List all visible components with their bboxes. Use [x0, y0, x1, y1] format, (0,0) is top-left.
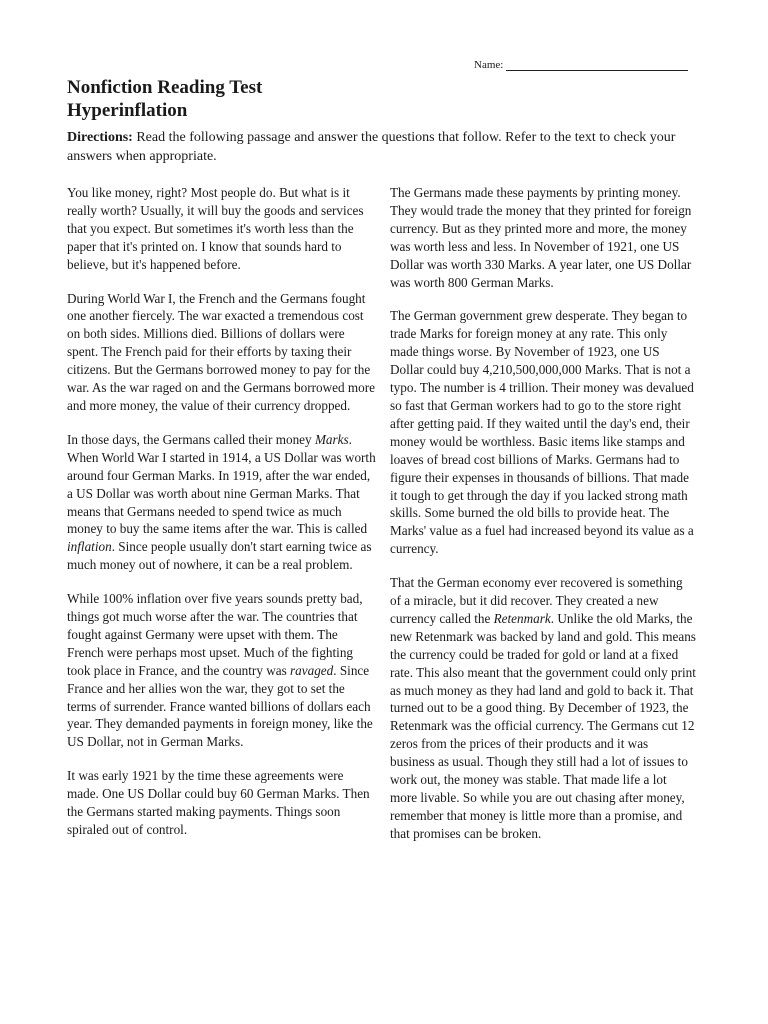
paragraph-3-text-b: . When World War I started in 1914, a US Dollar was worth around four German Marks. In 1919, after the war ended, a US Dollar was worth about nine German Marks. That means that Germans needed to spend twice as much money to buy the same items after the war. This is called [67, 431, 376, 537]
page-title [67, 76, 262, 122]
term-inflation: inflation [67, 539, 112, 555]
paragraph-1: You like money, right? Most people do. But what is it really worth? Usually, it will buy the goods and services that you expect. But sometimes it's worth less than the paper that it's printed on. I know that sounds hard to believe, but it's happened before. [67, 185, 364, 272]
term-ravaged: ravaged [290, 662, 334, 678]
paragraph-4-text-b: . Since France and her allies won the war, they got to set the terms of surrender. France wanted billions of dollars each year. They demanded payments in foreign money, like the US Dollar, not in German Marks. [67, 662, 373, 750]
paragraph-4-text-a: While 100% inflation over five years sounds pretty bad, things got much worse after the war. The countries that fought against Germany were upset with them. The French were perhaps most upset. Much of the fighting took place in France, and the country was [67, 591, 363, 678]
passage-column-left [67, 184, 377, 855]
paragraph-4 [67, 590, 377, 751]
term-retenmark: Retenmark [493, 610, 551, 626]
paragraph-2: During World War I, the French and the Germans fought one another fiercely. The war exacted a tremendous cost on both sides. Millions died. Billions of dollars were spent. The French paid for their efforts by taxing their citizens. But the Germans borrowed money to pay for the war. As the war raged on and the Germans borrowed more and more money, the value of their currency dropped. [67, 290, 375, 413]
paragraph-8-text-a: That the German economy ever recovered is something of a miracle, but it did recover. They created a new currency called the [390, 575, 683, 626]
passage-column-right [390, 184, 696, 859]
title-line-2: Hyperinflation [67, 100, 188, 121]
name-field[interactable] [474, 58, 688, 71]
paragraph-3-text-a: In those days, the Germans called their money [67, 431, 315, 447]
directions-text: Read the following passage and answer the questions that follow. Refer to the text to check your answers when appropriate. [67, 130, 676, 164]
paragraph-3 [67, 431, 377, 574]
name-blank-line[interactable] [506, 58, 688, 71]
directions [67, 128, 697, 166]
paragraph-8 [390, 574, 696, 843]
paragraph-3-text-c: . Since people usually don't start earning twice as much money out of nowhere, it can be a real problem. [67, 539, 372, 573]
paragraph-5: It was early 1921 by the time these agreements were made. One US Dollar could buy 60 German Marks. Then the Germans started making payments. Things soon spiraled out of control. [67, 768, 370, 837]
name-label: Name: [474, 59, 504, 71]
paragraph-6: The Germans made these payments by printing money. They would trade the money that they printed for foreign currency. But as they printed more and more, the money was worth less and less. In November of 1921, one US Dollar was worth 330 Marks. A year later, one US Dollar was worth 800 German Marks. [390, 185, 692, 290]
paragraph-8-text-b: . Unlike the old Marks, the new Retenmark was backed by land and gold. This means the currency could be traded for gold or land at a fixed rate. This also meant that the government could only print as much money as they had land and gold to back it. That turned out to be a good thing. By December of 1923, the Retenmark was the official currency. The Germans cut 12 zeros from the prices of their products and it was business as usual. Though they still had a lot of issues to work out, the money was stable. That made life a lot more livable. So while you are out chasing after money, remember that money is little more than a promise, and that promises can be broken. [390, 610, 696, 841]
directions-label: Directions: [67, 130, 133, 145]
term-marks: Marks [314, 431, 349, 447]
paragraph-7: The German government grew desperate. They began to trade Marks for foreign money at any rate. This only made things worse. By November of 1923, one US Dollar could buy 4,210,500,000,000 Marks. That is not a typo. The number is 4 trillion. Their money was devalued so fast that German workers had to go to the store right after getting paid. If they waited until the day's end, their money would be worthless. Basic items like stamps and loaves of bread cost billions of Marks. Germans had to figure their expenses in thousands of billions. That made it tough to get through the day if you lacked strong math skills. Some burned the old bills to provide heat. The Marks' value as a fuel had increased beyond its value as a currency. [390, 308, 694, 557]
title-line-1: Nonfiction Reading Test [67, 77, 263, 98]
